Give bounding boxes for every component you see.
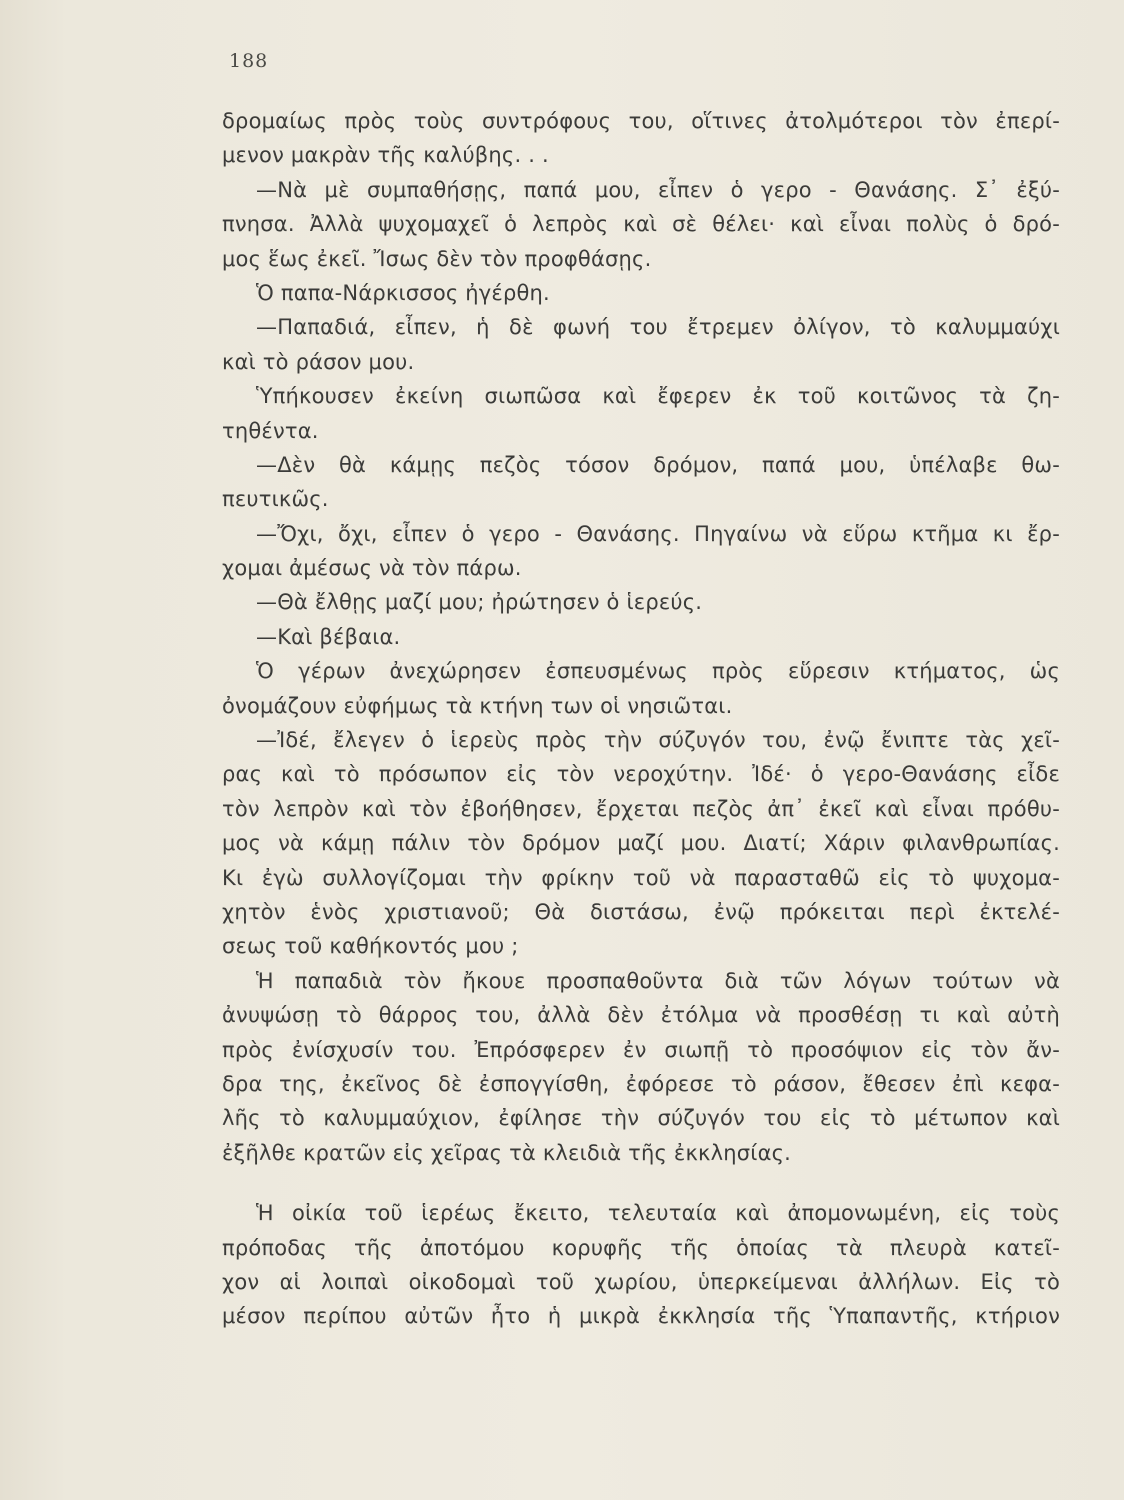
text-line: —Παπαδιά, εἶπεν, ἡ δὲ φωνή του ἔτρεμεν ὀλίγον, τὸ καλυμμαύχι [256,315,1060,340]
text-line: δρα της, ἐκεῖνος δὲ ἐσπογγίσθη, ἐφόρεσε τὸ ράσον, ἔθεσεν ἐπὶ κεφα- [222,1071,1060,1096]
text-line: χομαι ἀμέσως νὰ τὸν πάρω. [222,556,522,581]
text-line: μος ἕως ἐκεῖ. Ἴσως δὲν τὸν προφθάσῃς. [222,246,652,271]
text-line: Ὁ παπα-Νάρκισσος ἠγέρθη. [256,280,550,305]
text-line: —Θὰ ἔλθῃς μαζί μου; ἠρώτησεν ὁ ἱερεύς. [256,590,703,615]
text-line: ἐξῆλθε κρατῶν εἰς χεῖρας τὰ κλειδιὰ τῆς ἐκκλησίας. [222,1140,792,1165]
text-line: μενον μακρὰν τῆς καλύβης. . . [222,143,549,168]
text-line: πρόποδας τῆς ἀποτόμου κορυφῆς τῆς ὁποίας τὰ πλευρὰ κατεῖ- [222,1235,1060,1260]
text-line: ὀνομάζουν εὐφήμως τὰ κτήνη των οἱ νησιῶται. [222,693,733,718]
text-line: —Καὶ βέβαια. [256,624,401,649]
body-text [222,104,1060,1334]
text-line: —Δὲν θὰ κάμῃς πεζὸς τόσον δρόμον, παπά μου, ὑπέλαβε θω- [256,452,1060,477]
text-line: πνησα. Ἀλλὰ ψυχομαχεῖ ὁ λεπρὸς καὶ σὲ θέλει· καὶ εἶναι πολὺς ὁ δρό- [222,212,1060,237]
text-line: λῆς τὸ καλυμμαύχιον, ἐφίλησε τὴν σύζυγόν του εἰς τὸ μέτωπον καὶ [222,1106,1060,1131]
text-line: —Ὄχι, ὄχι, εἶπεν ὁ γερο - Θανάσης. Πηγαίνω νὰ εὕρω κτῆμα κι ἔρ- [256,521,1060,546]
section-gap [222,1170,1060,1196]
text-line: μέσον περίπου αὐτῶν ἦτο ἡ μικρὰ ἐκκλησία τῆς Ὑπαπαντῆς, κτήριον [222,1304,1060,1329]
text-line: Ἡ παπαδιὰ τὸν ἤκουε προσπαθοῦντα διὰ τῶν λόγων τούτων νὰ [256,968,1060,993]
text-line: δρομαίως πρὸς τοὺς συντρόφους του, οἵτινες ἀτολμότεροι τὸν ἐπερί- [222,109,1060,133]
text-line: Ὑπήκουσεν ἐκείνη σιωπῶσα καὶ ἔφερεν ἐκ τοῦ κοιτῶνος τὰ ζη- [256,384,1060,409]
text-line: τὸν λεπρὸν καὶ τὸν ἐβοήθησεν, ἔρχεται πεζὸς ἀπ᾽ ἐκεῖ καὶ εἶναι πρόθυ- [222,796,1060,821]
text-line: πευτικῶς. [222,487,329,512]
text-line: —Νὰ μὲ συμπαθήσῃς, παπά μου, εἶπεν ὁ γερο - Θανάσης. Σ᾽ ἐξύ- [256,177,1060,202]
text-line: τηθέντα. [222,418,319,443]
text-line: Ὁ γέρων ἀνεχώρησεν ἐσπευσμένως πρὸς εὕρεσιν κτήματος, ὡς [256,659,1060,684]
text-line: χητὸν ἑνὸς χριστιανοῦ; Θὰ διστάσω, ἐνῷ πρόκειται περὶ ἐκτελέ- [222,899,1060,924]
text-line: καὶ τὸ ράσον μου. [222,349,415,374]
text-line: σεως τοῦ καθήκοντός μου ; [222,934,519,959]
text-line: ἀνυψώσῃ τὸ θάρρος του, ἀλλὰ δὲν ἐτόλμα νὰ προσθέσῃ τι καὶ αὐτὴ [222,1003,1060,1028]
text-line: μος νὰ κάμῃ πάλιν τὸν δρόμον μαζί μου. Διατί; Χάριν φιλανθρωπίας. [222,831,1060,856]
text-line: Ἡ οἰκία τοῦ ἱερέως ἔκειτο, τελευταία καὶ ἀπομονωμένη, εἰς τοὺς [256,1201,1060,1226]
text-line: Κι ἐγὼ συλλογίζομαι τὴν φρίκην τοῦ νὰ παρασταθῶ εἰς τὸ ψυχομα- [222,865,1060,890]
text-line: —Ἰδέ, ἔλεγεν ὁ ἱερεὺς πρὸς τὴν σύζυγόν του, ἐνῷ ἔνιπτε τὰς χεῖ- [256,728,1060,753]
page-number: 188 [229,50,269,72]
text-line: πρὸς ἐνίσχυσίν του. Ἐπρόσφερεν ἐν σιωπῇ τὸ προσόψιον εἰς τὸν ἄν- [222,1037,1060,1062]
text-line: ρας καὶ τὸ πρόσωπον εἰς τὸν νεροχύτην. Ἰδέ· ὁ γερο-Θανάσης εἶδε [222,762,1060,787]
text-line: χον αἱ λοιπαὶ οἰκοδομαὶ τοῦ χωρίου, ὑπερκείμεναι ἀλλήλων. Εἰς τὸ [222,1269,1060,1294]
